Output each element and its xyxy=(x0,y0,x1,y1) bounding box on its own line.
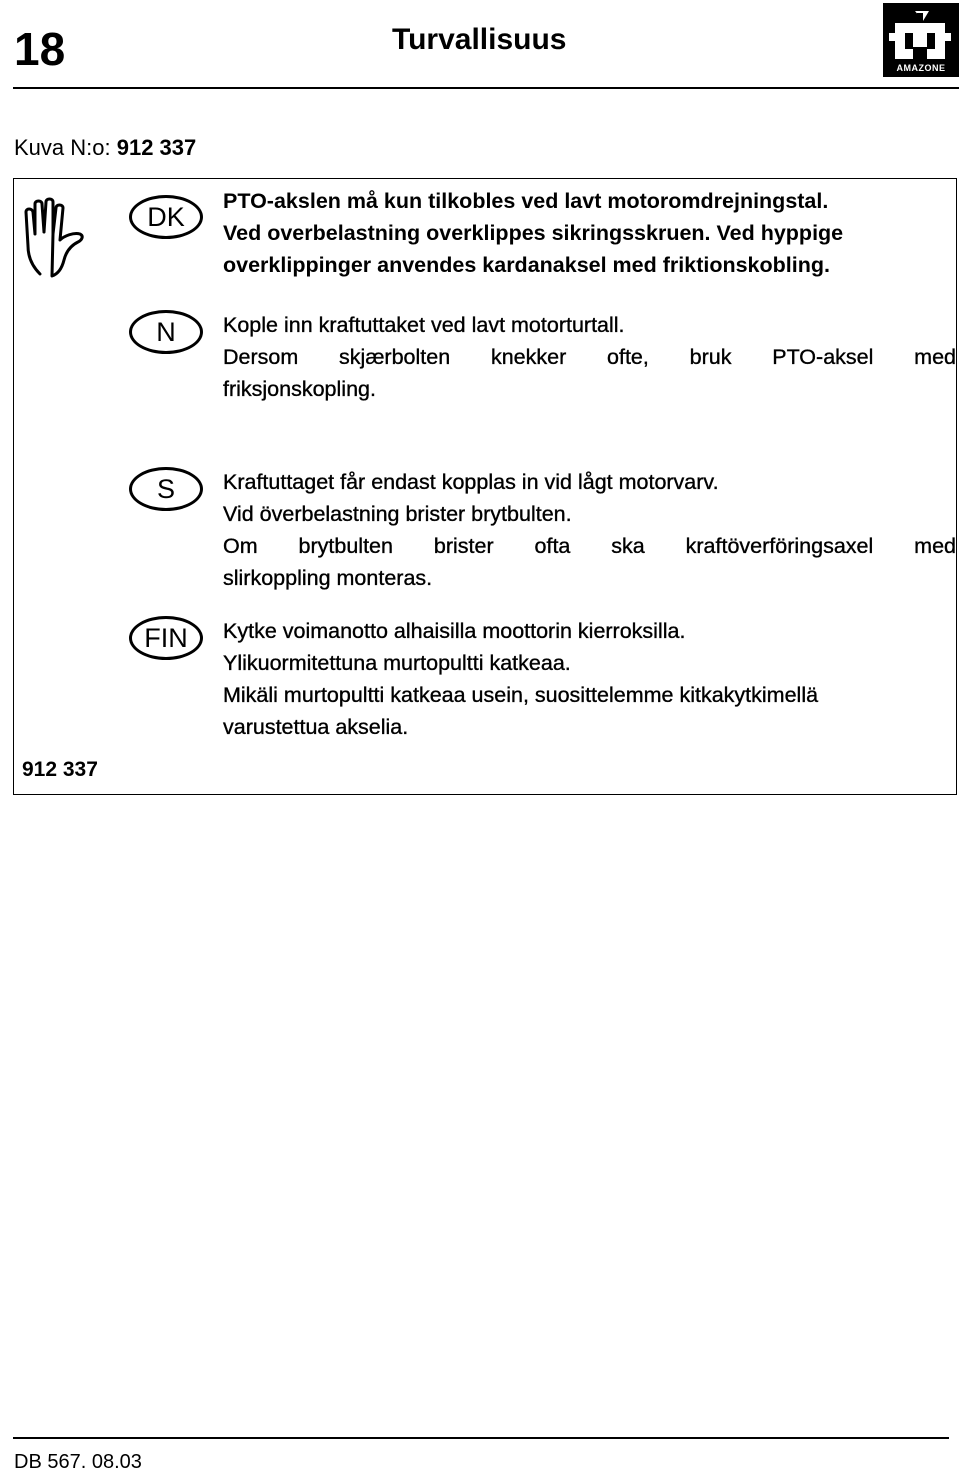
text-line: Ved overbelastning overklippes sikringsskruen. Ved hyppige xyxy=(223,221,844,245)
label-part-number: 912 337 xyxy=(22,758,98,781)
language-badge-dk: DK xyxy=(129,195,203,239)
text-line: Kople inn kraftuttaket ved lavt motorturtall. xyxy=(223,313,625,337)
footer-divider xyxy=(13,1437,949,1439)
text-line: slirkoppling monteras. xyxy=(223,566,433,590)
figure-caption-label: Kuva N:o: xyxy=(14,135,111,160)
page-number: 18 xyxy=(14,23,66,75)
logo-text: AMAZONE xyxy=(896,63,946,73)
document-code: DB 567. 08.03 xyxy=(14,1451,142,1473)
text-line: Mikäli murtopultti katkeaa usein, suosittelemme kitkakytkimellä xyxy=(223,683,819,707)
text-line: Dersom skjærbolten knekker ofte, bruk PTO-aksel med xyxy=(223,345,956,369)
text-line: varustettua akselia. xyxy=(223,715,409,739)
paragraph-dk xyxy=(223,185,956,281)
header-divider xyxy=(13,87,959,89)
figure-caption xyxy=(14,134,196,162)
text-line: friksjonskopling. xyxy=(223,377,376,401)
text-line: Kraftuttaget får endast kopplas in vid lågt motorvarv. xyxy=(223,470,719,494)
page-title: Turvallisuus xyxy=(392,23,567,56)
figure-caption-number: 912 337 xyxy=(116,135,197,160)
paragraph-s xyxy=(223,466,956,594)
language-badge-n: N xyxy=(129,310,203,354)
text-line: Ylikuormitettuna murtopultti katkeaa. xyxy=(223,651,571,675)
text-line: Vid överbelastning brister brytbulten. xyxy=(223,502,572,526)
hand-stop-icon xyxy=(18,196,94,280)
text-line: Om brytbulten brister ofta ska kraftöverföringsaxel med xyxy=(223,534,956,558)
text-line: PTO-akslen må kun tilkobles ved lavt motoromdrejningstal. xyxy=(223,189,829,213)
paragraph-n xyxy=(223,309,956,405)
language-badge-fin: FIN xyxy=(129,616,203,660)
amazone-logo xyxy=(883,3,959,77)
paragraph-fin xyxy=(223,615,956,743)
text-line: overklippinger anvendes kardanaksel med friktionskobling. xyxy=(223,253,830,277)
language-badge-s: S xyxy=(129,467,203,511)
text-line: Kytke voimanotto alhaisilla moottorin kierroksilla. xyxy=(223,619,686,643)
